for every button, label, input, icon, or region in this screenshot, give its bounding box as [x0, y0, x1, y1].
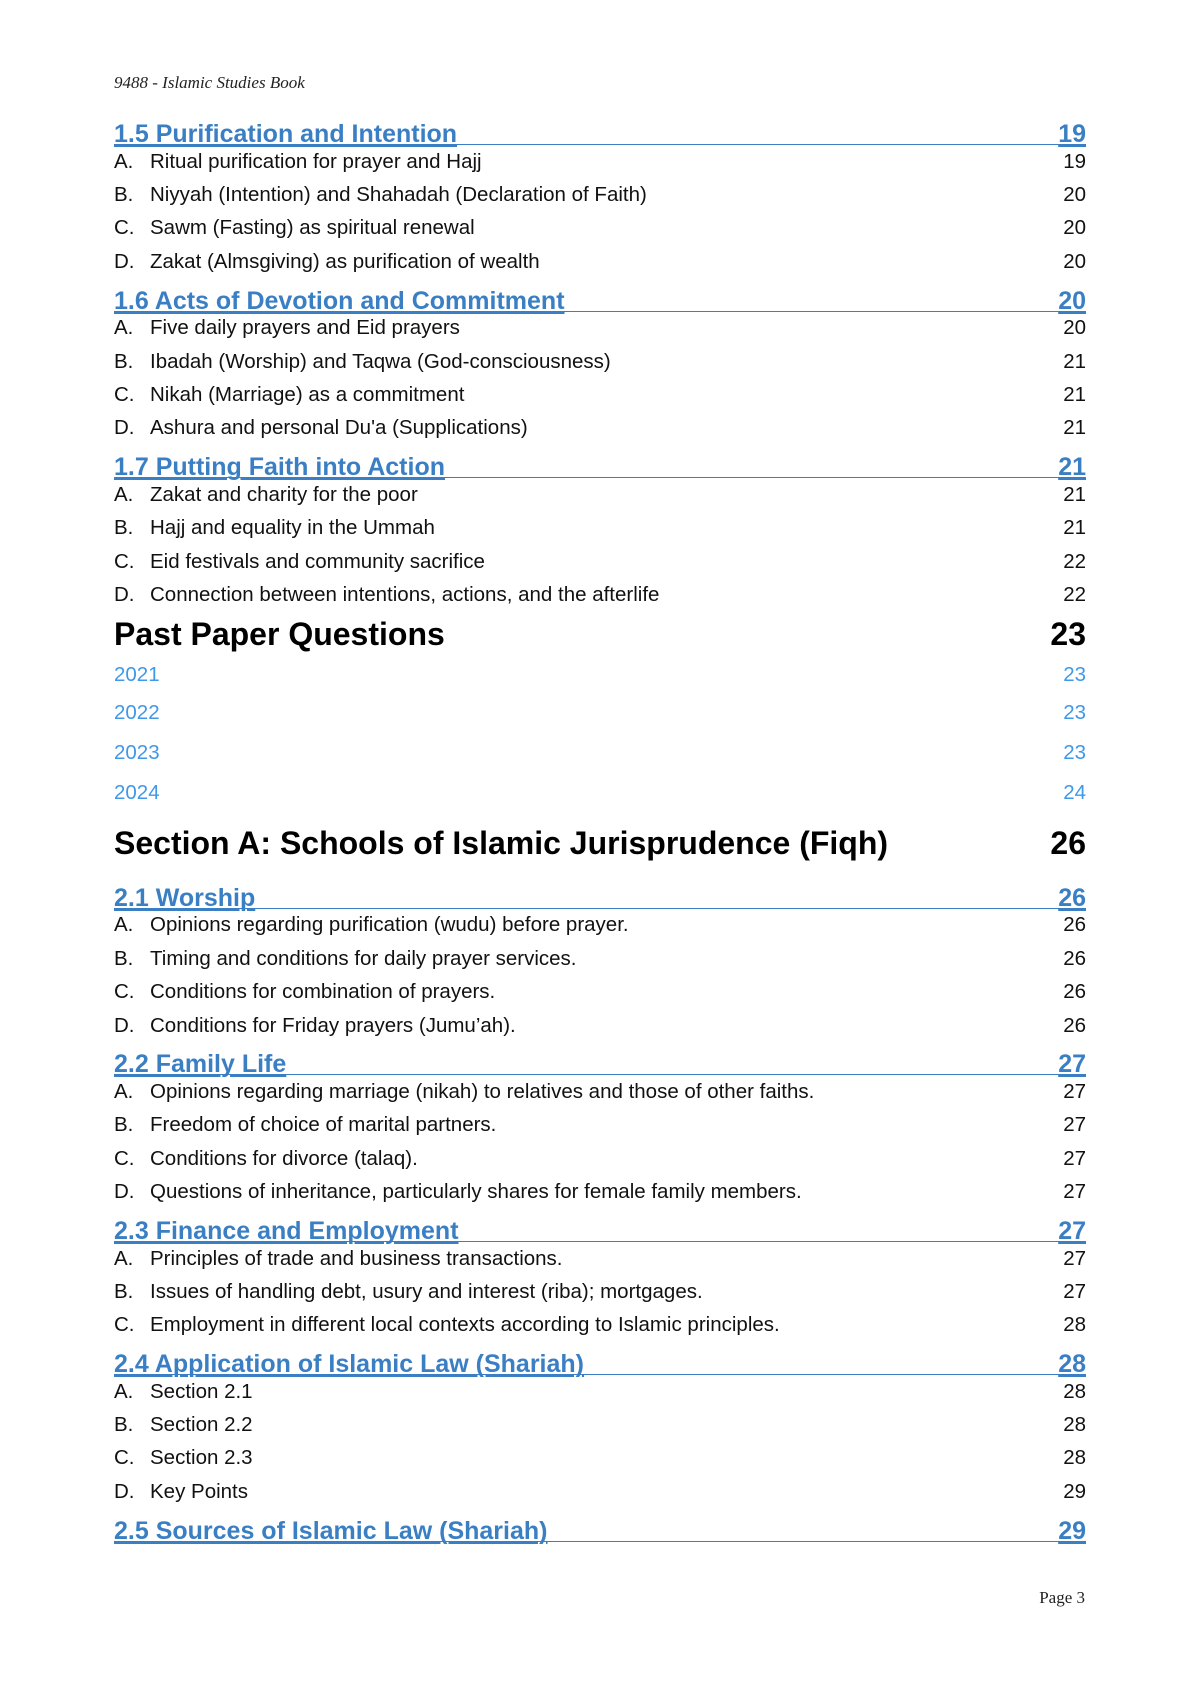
toc-item [114, 178, 1086, 211]
toc-item [114, 1309, 1086, 1342]
toc-heading-2-1[interactable] [114, 875, 1086, 912]
toc-item-text: Sawm (Fasting) as spiritual renewal [150, 216, 475, 240]
toc-item-letter: A. [114, 482, 134, 506]
toc-heading-page[interactable]: 26 [1058, 883, 1086, 912]
toc-item-letter: C. [114, 1313, 135, 1337]
toc-item-text: Employment in different local contexts according to Islamic principles. [150, 1313, 780, 1337]
toc-item-page: 21 [1063, 482, 1086, 506]
toc-item [114, 1109, 1086, 1142]
toc-item-text: Section 2.3 [150, 1446, 253, 1470]
toc-heading-page[interactable]: 21 [1058, 453, 1086, 482]
toc-item [114, 1375, 1086, 1408]
toc-item [114, 1442, 1086, 1475]
toc-item-text: Key Points [150, 1479, 248, 1503]
toc-item [114, 1242, 1086, 1275]
toc-item-text: Zakat (Almsgiving) as purification of wealth [150, 249, 540, 273]
toc-item-page: 20 [1063, 183, 1086, 207]
toc-heading-title[interactable]: 2.5 Sources of Islamic Law (Shariah) [114, 1516, 548, 1545]
toc-item-page: 20 [1063, 316, 1086, 340]
toc-item [114, 545, 1086, 578]
toc-heading-2-2[interactable] [114, 1042, 1086, 1079]
toc-item-page: 26 [1063, 1013, 1086, 1037]
toc-item-letter: B. [114, 183, 134, 207]
toc-heading-page[interactable]: 27 [1058, 1216, 1086, 1245]
toc-item-text: Ritual purification for prayer and Hajj [150, 149, 482, 173]
toc-item-text: Nikah (Marriage) as a commitment [150, 383, 465, 407]
toc-year-page[interactable]: 23 [1063, 663, 1086, 687]
toc-item-letter: A. [114, 1246, 134, 1270]
toc-heading-title[interactable]: 2.4 Application of Islamic Law (Shariah) [114, 1349, 585, 1378]
toc-item-page: 20 [1063, 249, 1086, 273]
toc-heading-page[interactable]: 20 [1058, 286, 1086, 315]
toc-item-letter: C. [114, 216, 135, 240]
toc-heading-past-papers[interactable] [114, 612, 1086, 658]
toc-heading-page[interactable]: 28 [1058, 1349, 1086, 1378]
toc-item-letter: C. [114, 1146, 135, 1170]
toc-year-page[interactable]: 23 [1063, 740, 1086, 764]
toc-heading-title[interactable]: 2.2 Family Life [114, 1050, 287, 1079]
toc-heading-title[interactable]: 2.1 Worship [114, 883, 256, 912]
page-header: 9488 - Islamic Studies Book [114, 73, 305, 92]
toc-item-letter: B. [114, 946, 134, 970]
toc-item-page: 27 [1063, 1246, 1086, 1270]
toc-item-page: 21 [1063, 349, 1086, 373]
toc-item-text: Hajj and equality in the Ummah [150, 516, 435, 540]
toc-item-letter: A. [114, 149, 134, 173]
table-of-contents [114, 112, 1086, 1545]
toc-item [114, 412, 1086, 445]
toc-heading-title[interactable]: 1.7 Putting Faith into Action [114, 453, 445, 482]
toc-item-page: 29 [1063, 1479, 1086, 1503]
toc-item [114, 942, 1086, 975]
toc-item-letter: D. [114, 249, 135, 273]
toc-item-letter: B. [114, 1113, 134, 1137]
toc-heading-1-6[interactable] [114, 279, 1086, 315]
toc-item-page: 19 [1063, 149, 1086, 173]
toc-item [114, 1009, 1086, 1042]
toc-item-letter: D. [114, 1180, 135, 1204]
toc-item-page: 27 [1063, 1113, 1086, 1137]
toc-heading-title[interactable]: Section A: Schools of Islamic Jurisprudence (Fiqh) [114, 825, 889, 862]
toc-item-page: 27 [1063, 1180, 1086, 1204]
toc-year-row[interactable] [114, 658, 1086, 693]
toc-item-text: Section 2.2 [150, 1413, 253, 1437]
toc-item-text: Niyyah (Intention) and Shahadah (Declaration of Faith) [150, 183, 647, 207]
toc-heading-title[interactable]: 2.3 Finance and Employment [114, 1216, 459, 1245]
toc-item-text: Ibadah (Worship) and Taqwa (God-consciousness) [150, 349, 611, 373]
toc-item-page: 28 [1063, 1313, 1086, 1337]
toc-item-page: 27 [1063, 1146, 1086, 1170]
toc-item [114, 245, 1086, 278]
toc-year-label[interactable]: 2023 [114, 740, 160, 764]
toc-item-page: 28 [1063, 1413, 1086, 1437]
toc-item-text: Zakat and charity for the poor [150, 482, 418, 506]
toc-heading-title[interactable]: 1.5 Purification and Intention [114, 120, 458, 148]
toc-year-label[interactable]: 2021 [114, 663, 160, 687]
toc-item-letter: B. [114, 349, 134, 373]
toc-item-letter: A. [114, 316, 134, 340]
toc-item-letter: C. [114, 980, 135, 1004]
toc-item-page: 27 [1063, 1279, 1086, 1303]
toc-item-text: Conditions for divorce (talaq). [150, 1146, 418, 1170]
toc-item-text: Ashura and personal Du'a (Supplications) [150, 416, 528, 440]
toc-item-page: 22 [1063, 549, 1086, 573]
toc-item [114, 145, 1086, 178]
toc-item-letter: A. [114, 913, 134, 937]
toc-item-page: 28 [1063, 1379, 1086, 1403]
toc-item-text: Conditions for Friday prayers (Jumu’ah). [150, 1013, 516, 1037]
toc-item [114, 1408, 1086, 1441]
toc-item-letter: D. [114, 416, 135, 440]
toc-item-letter: B. [114, 1413, 134, 1437]
toc-item-letter: C. [114, 383, 135, 407]
toc-item-page: 21 [1063, 383, 1086, 407]
toc-item [114, 212, 1086, 245]
toc-item-page: 21 [1063, 416, 1086, 440]
toc-heading-1-7[interactable] [114, 445, 1086, 482]
toc-year-row[interactable] [114, 693, 1086, 733]
toc-heading-page[interactable]: 27 [1058, 1050, 1086, 1079]
toc-item [114, 1275, 1086, 1308]
toc-item [114, 378, 1086, 411]
toc-year-label[interactable]: 2024 [114, 780, 160, 804]
toc-heading-title[interactable]: Past Paper Questions [114, 616, 445, 653]
toc-item [114, 909, 1086, 942]
toc-item-text: Conditions for combination of prayers. [150, 980, 496, 1004]
toc-year-label[interactable]: 2022 [114, 700, 160, 724]
toc-item [114, 1475, 1086, 1508]
toc-item [114, 1142, 1086, 1175]
toc-heading-1-5[interactable] [114, 112, 1086, 148]
toc-year-page[interactable]: 23 [1063, 700, 1086, 724]
toc-item-text: Opinions regarding purification (wudu) before prayer. [150, 913, 629, 937]
toc-item-page: 22 [1063, 582, 1086, 606]
toc-item-letter: B. [114, 516, 134, 540]
toc-item-text: Issues of handling debt, usury and interest (riba); mortgages. [150, 1279, 703, 1303]
toc-item-letter: C. [114, 549, 135, 573]
toc-item-letter: B. [114, 1279, 134, 1303]
toc-item [114, 512, 1086, 545]
toc-heading-page[interactable]: 23 [1050, 616, 1086, 653]
toc-item [114, 1175, 1086, 1208]
toc-year-row[interactable] [114, 733, 1086, 773]
toc-item-letter: D. [114, 582, 135, 606]
toc-item-letter: A. [114, 1079, 134, 1103]
toc-item-text: Timing and conditions for daily prayer services. [150, 946, 577, 970]
toc-item-letter: D. [114, 1013, 135, 1037]
toc-item-text: Five daily prayers and Eid prayers [150, 316, 460, 340]
toc-heading-2-5[interactable] [114, 1509, 1086, 1545]
toc-item-text: Questions of inheritance, particularly shares for female family members. [150, 1180, 802, 1204]
toc-item-page: 26 [1063, 913, 1086, 937]
toc-item-text: Eid festivals and community sacrifice [150, 549, 485, 573]
toc-item-text: Section 2.1 [150, 1379, 253, 1403]
toc-item-page: 26 [1063, 946, 1086, 970]
toc-item-page: 26 [1063, 980, 1086, 1004]
toc-item-text: Connection between intentions, actions, and the afterlife [150, 582, 660, 606]
toc-item [114, 345, 1086, 378]
toc-item-page: 21 [1063, 516, 1086, 540]
toc-item-text: Freedom of choice of marital partners. [150, 1113, 497, 1137]
page-number: Page 3 [1039, 1588, 1085, 1607]
toc-item-page: 27 [1063, 1079, 1086, 1103]
toc-item [114, 478, 1086, 511]
toc-item-letter: D. [114, 1479, 135, 1503]
toc-heading-2-3[interactable] [114, 1209, 1086, 1245]
toc-heading-page[interactable]: 29 [1058, 1516, 1086, 1545]
toc-item [114, 975, 1086, 1008]
toc-heading-page[interactable]: 19 [1058, 120, 1086, 148]
toc-item-page: 20 [1063, 216, 1086, 240]
toc-item-text: Opinions regarding marriage (nikah) to relatives and those of other faiths. [150, 1079, 815, 1103]
toc-item-letter: C. [114, 1446, 135, 1470]
toc-item-letter: A. [114, 1379, 134, 1403]
toc-item-text: Principles of trade and business transactions. [150, 1246, 563, 1270]
toc-heading-section-a[interactable] [114, 813, 1086, 875]
toc-year-page[interactable]: 24 [1063, 780, 1086, 804]
toc-heading-page[interactable]: 26 [1050, 825, 1086, 862]
toc-item [114, 1075, 1086, 1108]
toc-year-row[interactable] [114, 773, 1086, 813]
toc-item [114, 578, 1086, 611]
toc-item [114, 312, 1086, 345]
toc-heading-title[interactable]: 1.6 Acts of Devotion and Commitment [114, 286, 565, 315]
toc-heading-2-4[interactable] [114, 1342, 1086, 1378]
toc-item-page: 28 [1063, 1446, 1086, 1470]
